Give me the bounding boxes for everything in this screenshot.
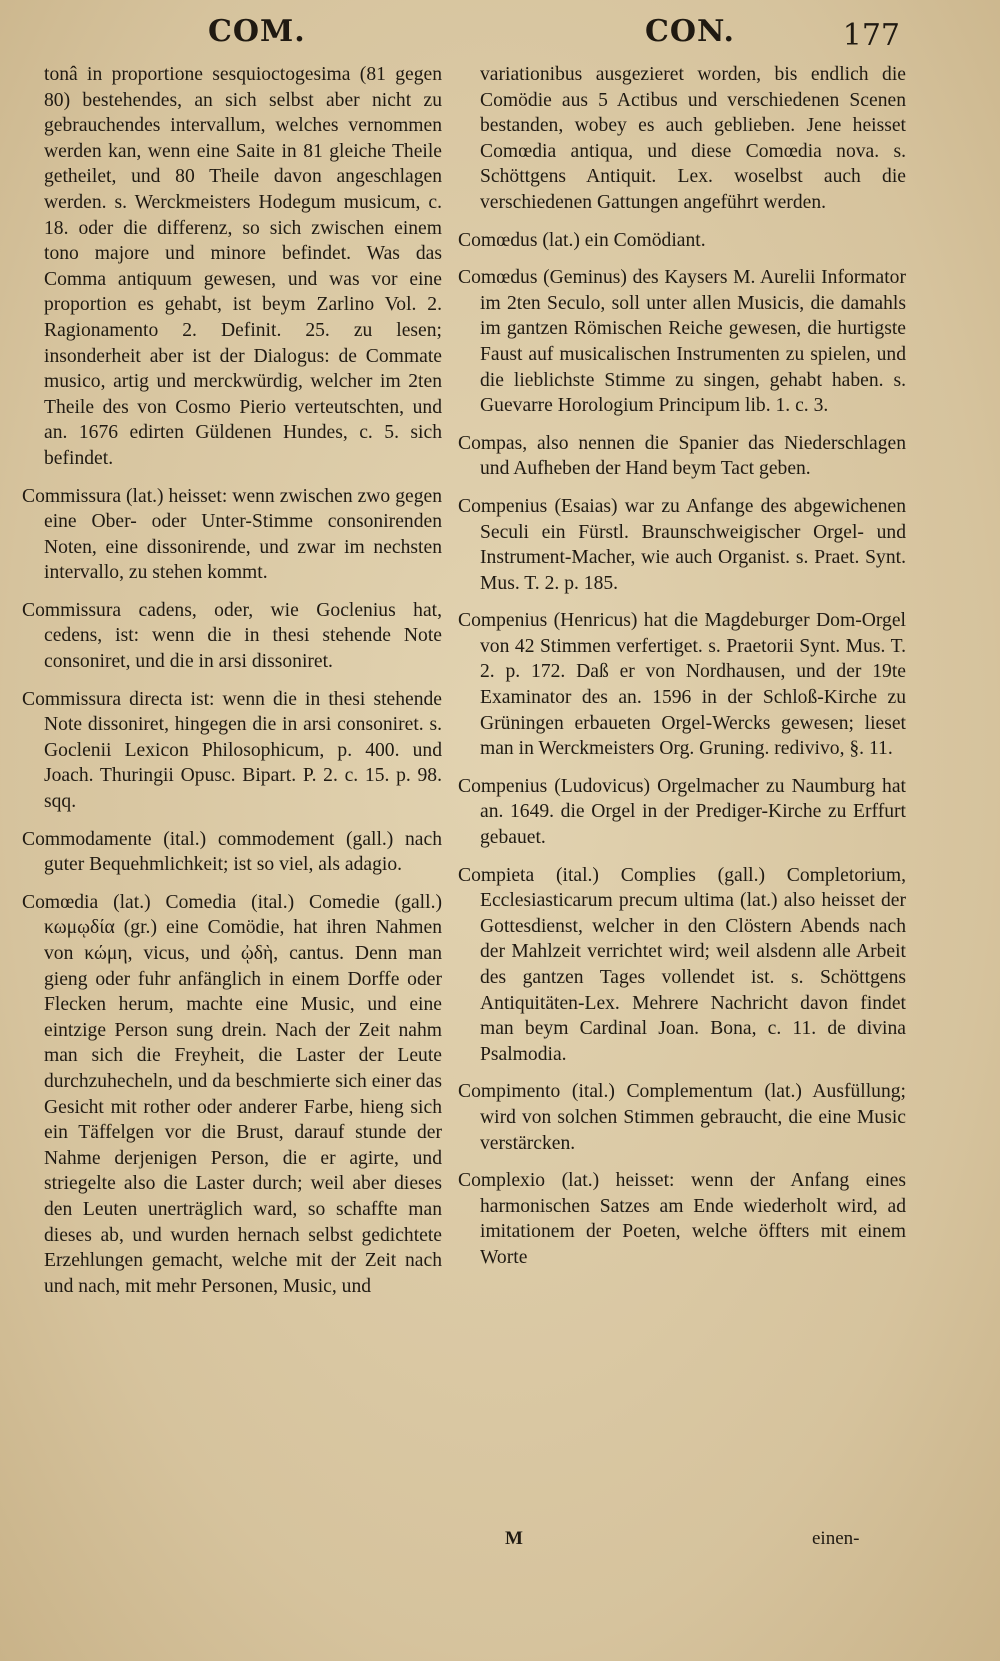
catchword: einen- (812, 1528, 860, 1549)
entry-comma-continued: tonâ in proportione sesquioctogesima (81 gegen 80) bestehendes, an sich selbst aber nicht zu gebrauchendes intervallum, welches vernommen werden kan, wenn eine Saite in 81 gleiche Theile getheilet, und 80 Theile davon angeschlagen werden. s. Werckmeisters Hodegum musicum, c. 18. oder die differenz, so sich zwischen einem tono majore und minore befindet. Was das Comma antiquum gewesen, und was vor eine proportion es gehabt, ist beym Zarlino Vol. 2. Ragionamento 2. Definit. 25. zu lesen; insonderheit aber ist der Dialogus: de Commate musico, artig und merckwürdig, welcher im 2ten Theile des von Cosmo Pierio verteutschten, und an. 1676 edirten Güldenen Hundes, c. 5. sich befindet. (44, 64, 442, 469)
entry-comoedus-geminus: Comœdus (Geminus) des Kaysers M. Aurelii Informator im 2ten Seculo, soll unter allen Musicis, die damahls im gantzen Römischen Reiche gewesen, die hurtigste Faust auf musicalischen Instrumenten zu spielen, und die lieblichste Stimme zu singen, gehabt haben. s. Guevarre Horologium Principum lib. 1. c. 3. (458, 267, 906, 417)
running-head-right: CON. (645, 14, 735, 49)
signature-mark: M (505, 1528, 523, 1549)
entry-complexio: Complexio (lat.) heisset: wenn der Anfang eines harmonischen Satzes am Ende wiederholt wird, ad imitationem der Poeten, welche öffters mit einem Worte (458, 1170, 906, 1268)
entry-commissura-directa: Commissura directa ist: wenn die in thesi stehende Note dissoniret, hingegen die in arsi consoniret. s. Goclenii Lexicon Philosophicum, p. 400. und Joach. Thuringii Opusc. Bipart. P. 2. c. 15. p. 98. sqq. (22, 688, 442, 813)
entry-commissura-cadens: Commissura cadens, oder, wie Goclenius hat, cedens, ist: wenn die in thesi stehende Note consoniret, und die in arsi dissoniret. (22, 599, 442, 673)
entry-comoedia-continued: variationibus ausgezieret worden, bis endlich die Comödie aus 5 Actibus und verschiedenen Scenen bestanden, wobey es auch geblieben. Jene heisset Comœdia antiqua, und diese Comœdia nova. s. Schöttgens Antiquit. Lex. woselbst auch die verschiedenen Gattungen angeführt werden. (480, 64, 906, 213)
entry-commodamente: Commodamente (ital.) commodement (gall.) nach guter Bequehmlichkeit; ist so viel, als adagio. (22, 828, 442, 876)
entry-compenius-esaias: Compenius (Esaias) war zu Anfange des abgewichenen Seculi ein Fürstl. Braunschweigischer Orgel- und Instrument-Macher, wie auch Organist. s. Praet. Synt. Mus. T. 2. p. 185. (458, 495, 906, 594)
entry-compas: Compas, also nennen die Spanier das Niederschlagen und Aufheben der Hand beym Tact geben. (458, 432, 906, 480)
entry-compieta: Compieta (ital.) Complies (gall.) Completorium, Ecclesiasticarum precum ultima (lat.) also heisset der Gottesdienst, welcher in den Clöstern Abends nach der Mahlzeit verrichtet wird; weil alsdenn alle Arbeit des gantzen Tages vollendet ist. s. Schöttgens Antiquitäten-Lex. Mehrere Nachricht davon findet man beym Cardinal Joan. Bona, c. 11. de divina Psalmodia. (458, 864, 906, 1065)
running-head-left: COM. (208, 14, 306, 49)
entry-compenius-henricus: Compenius (Henricus) hat die Magdeburger Dom-Orgel von 42 Stimmen verfertiget. s. Praetorii Synt. Mus. T. 2. p. 172. Daß er von Nordhausen, und der 19te Examinator des an. 1596 in der Schloß-Kirche zu Grüningen erbaueten Orgel-Wercks gewesen; lieset man in Werckmeisters Org. Gruning. redivivo, §. 11. (458, 610, 906, 760)
entry-comoedus: Comœdus (lat.) ein Comödiant. (458, 229, 706, 251)
page-number: 177 (842, 18, 900, 53)
entry-compenius-ludovicus: Compenius (Ludovicus) Orgelmacher zu Naumburg hat an. 1649. die Orgel in der Prediger-Kirche zu Erffurt gebauet. (458, 775, 906, 849)
right-column (458, 62, 906, 1283)
entry-comoedia: Comœdia (lat.) Comedia (ital.) Comedie (gall.) κωμῳδία (gr.) eine Comödie, hat ihren Nahmen von κώμη, vicus, und ᾠδὴ, cantus. Denn man gieng oder fuhr anfänglich in einem Dorffe oder Flecken herum, machte eine Music, und eine eintzige Person sung drein. Nach der Zeit nahm man sich die Freyheit, die Laster der Leute durchzuhecheln, und da beschmierte sich einer das Gesicht mit rother oder anderer Farbe, hieng sich ein Täffelgen vor die Brust, darauf stunde der Nahme derjenigen Person, die er agirte, und striegelte also die Laster durch; weil aber dieses den Leuten unerträglich ward, so schaffte man dieses ab, und wurden hernach selbst gedichtete Erzehlungen gemacht, welche mit der Zeit nach und nach, mit mehr Personen, Music, und (22, 891, 442, 1297)
entry-compimento: Compimento (ital.) Complementum (lat.) Ausfüllung; wird von solchen Stimmen gebraucht, die eine Music verstärcken. (458, 1081, 906, 1154)
left-column (22, 62, 442, 1311)
entry-commissura: Commissura (lat.) heisset: wenn zwischen zwo gegen eine Ober- oder Unter-Stimme consonirenden Noten, eine dissonirende, und zwar im nechsten intervallo, zu stehen kommt. (22, 485, 442, 584)
